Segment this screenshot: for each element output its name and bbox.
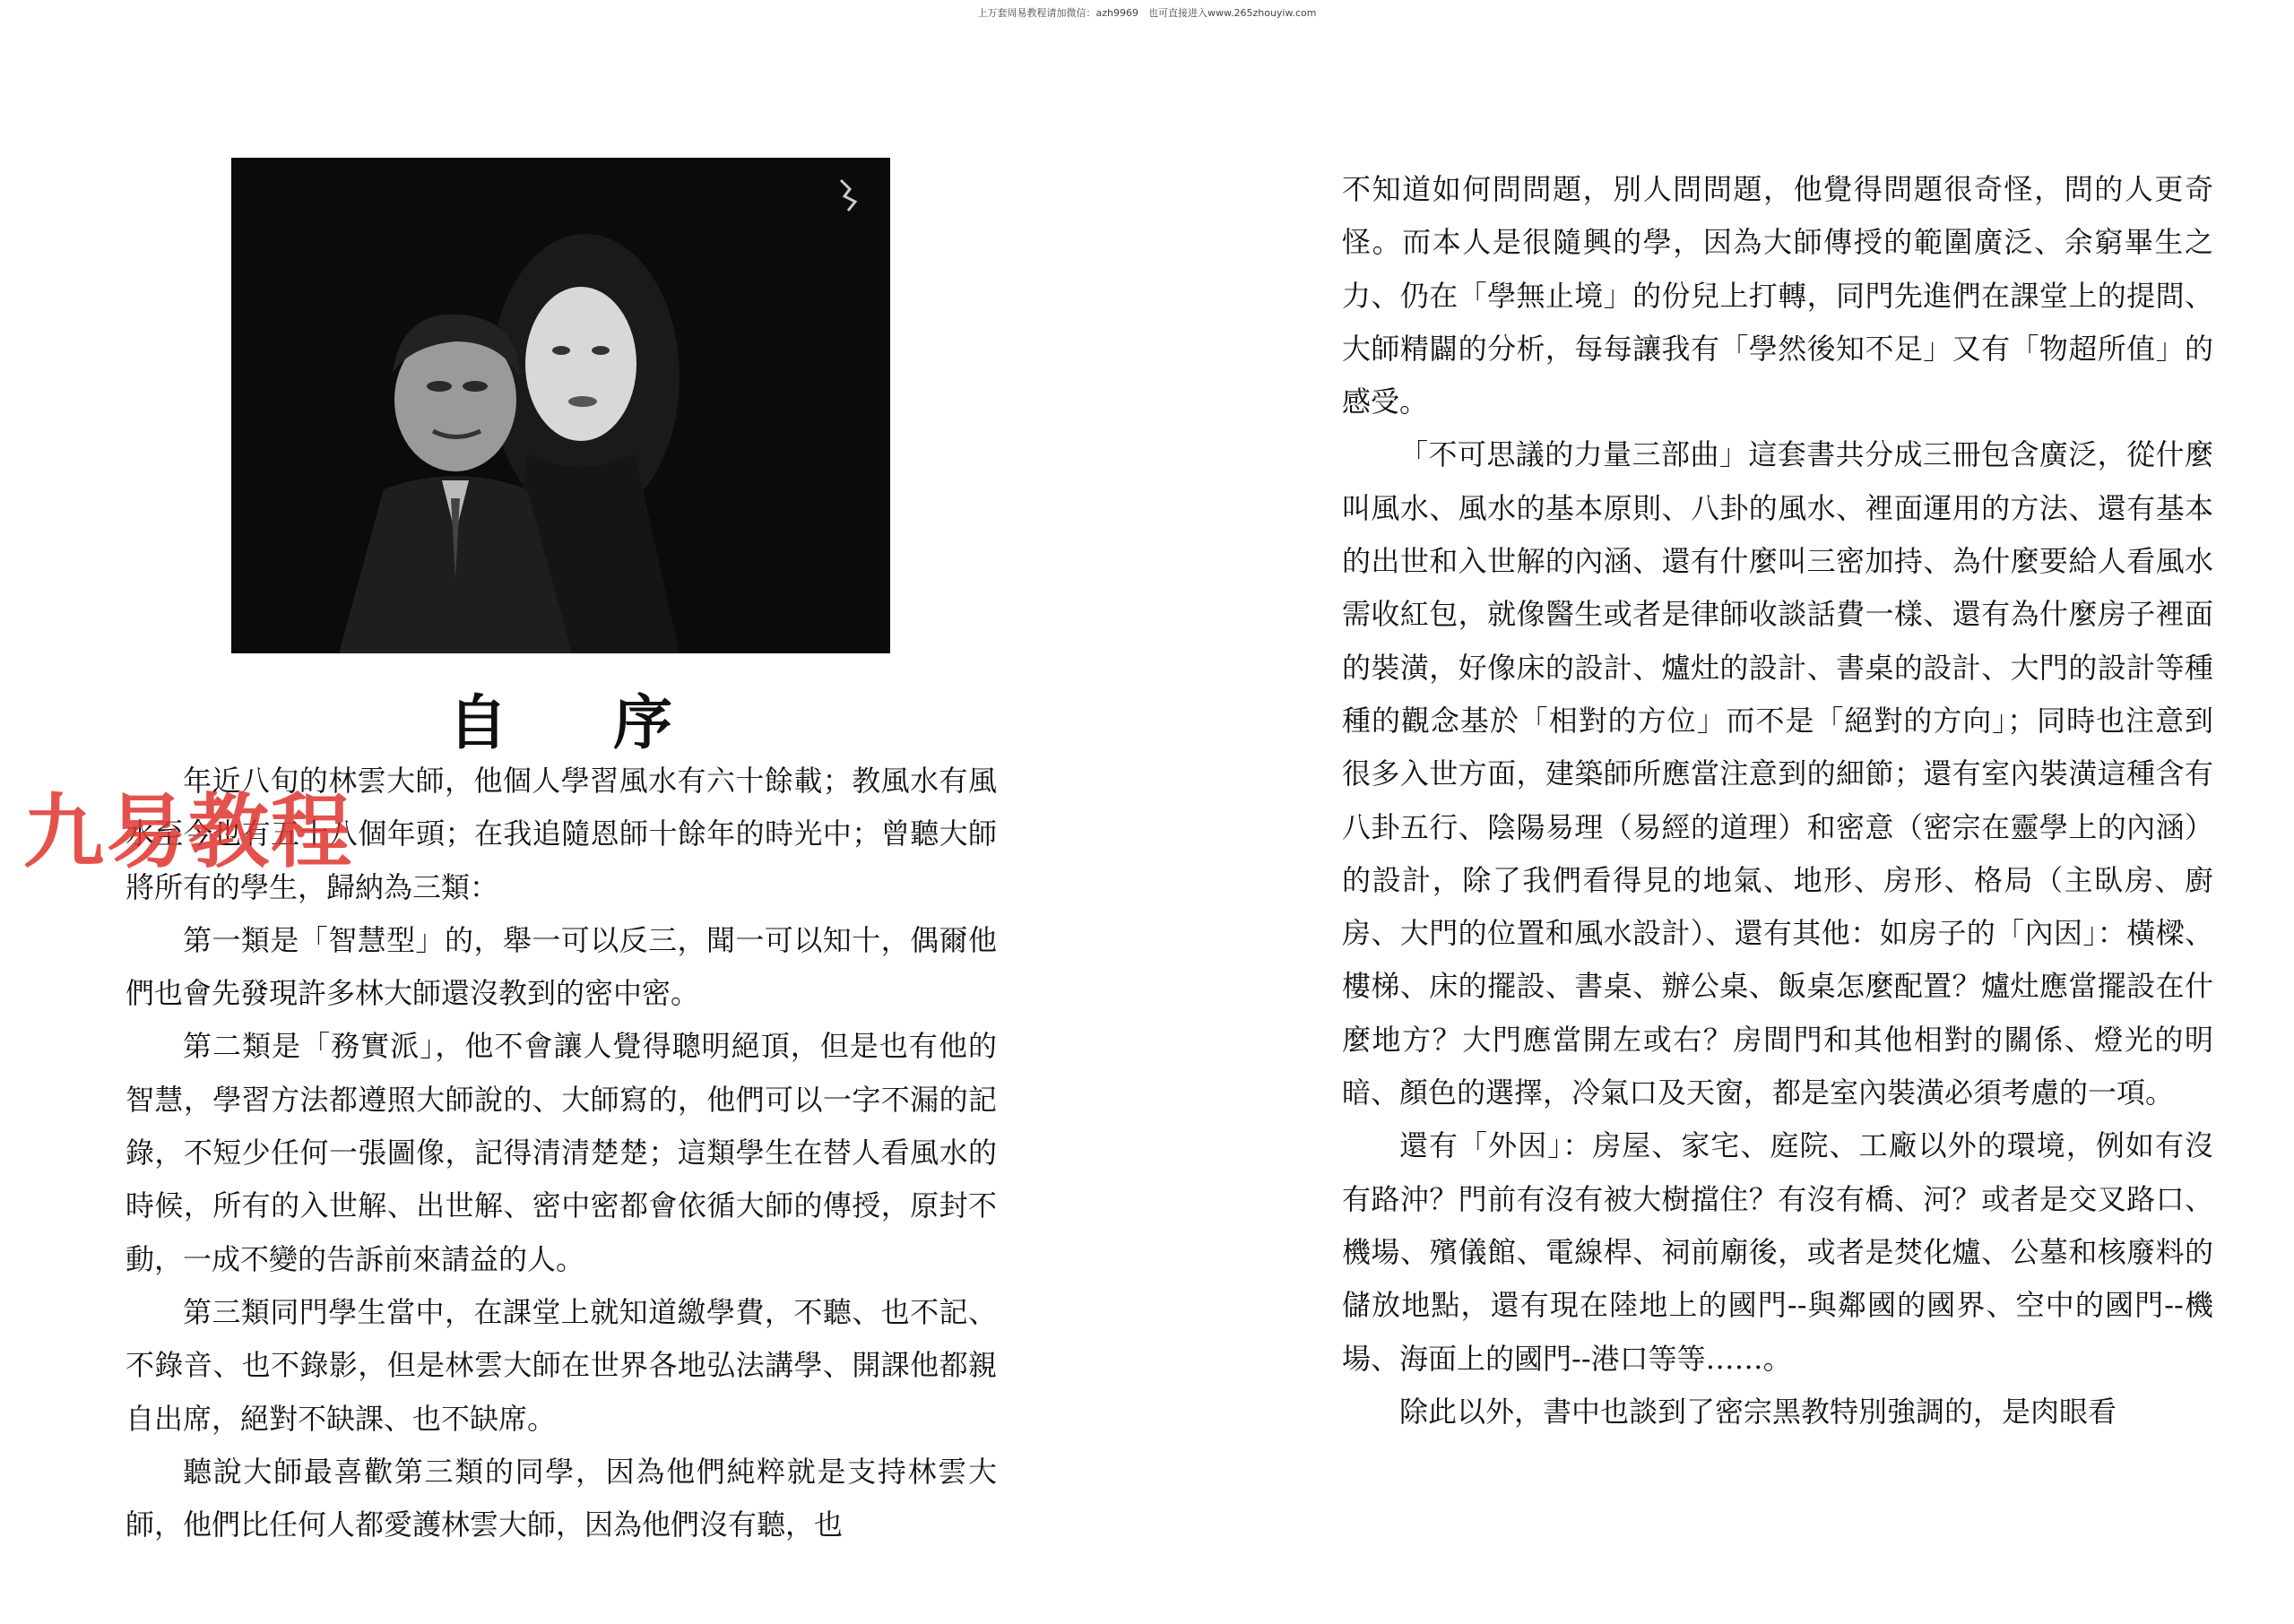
- paragraph: 年近八旬的林雲大師，他個人學習風水有六十餘載；教風水有風水至今也有五十八個年頭；在我追隨恩師十餘年的時光中；曾聽大師將所有的學生，歸納為三類：: [126, 764, 997, 904]
- photo-illustration: [231, 158, 890, 653]
- preface-title: [448, 681, 672, 757]
- title-char-1: 自: [448, 687, 507, 757]
- paragraph: 聽說大師最喜歡第三類的同學，因為他們純粹就是支持林雲大師，他們比任何人都愛護林雲大師，因為他們沒有聽，也: [126, 1454, 997, 1542]
- header-note: 上万套周易教程请加微信：azh9969 也可直接进入www.265zhouyiw.com: [977, 7, 1317, 19]
- paragraph: 不知道如何問問題，別人問問題，他覺得問題很奇怪，問的人更奇怪。而本人是很隨興的學，因為大師傳授的範圍廣泛、余窮畢生之力、仍在「學無止境」的份兒上打轉，同門先進們在課堂上的提問、大師精闢的分析，每每讓我有「學然後知不足」又有「物超所值」的感受。: [1342, 172, 2213, 419]
- paragraph: 第二類是「務實派」，他不會讓人覺得聰明絕頂，但是也有他的智慧，學習方法都遵照大師說的、大師寫的，他們可以一字不漏的記錄，不短少任何一張圖像，記得清清楚楚；這類學生在替人看風水的時候，所有的入世解、出世解、密中密都會依循大師的傳授，原封不動，一成不變的告訴前來請益的人。: [126, 1029, 997, 1276]
- watermark-logo: 九易教程: [23, 785, 353, 879]
- paragraph: 第三類同門學生當中，在課堂上就知道繳學費，不聽、也不記、不錄音、也不錄影，但是林雲大師在世界各地弘法講學、開課他都親自出席，絕對不缺課、也不缺席。: [126, 1294, 997, 1436]
- title-char-2: 序: [613, 687, 672, 757]
- right-column-text: [1342, 163, 2213, 1438]
- author-photo: [231, 158, 890, 653]
- paragraph: 第一類是「智慧型」的，舉一可以反三，聞一可以知十，偶爾他們也會先發現許多林大師還沒教到的密中密。: [126, 922, 997, 1011]
- paragraph: 「不可思議的力量三部曲」這套書共分成三冊包含廣泛，從什麼叫風水、風水的基本原則、八卦的風水、裡面運用的方法、還有基本的出世和入世解的內涵、還有什麼叫三密加持、為什麼要給人看風水需收紅包，就像醫生或者是律師收談話費一樣、還有為什麼房子裡面的裝潢，好像床的設計、爐灶的設計、書桌的設計、大門的設計等種種的觀念基於「相對的方位」而不是「絕對的方向」；同時也注意到很多入世方面，建築師所應當注意到的細節；還有室內裝潢這種含有八卦五行、陰陽易理（易經的道理）和密意（密宗在靈學上的內涵）的設計，除了我們看得見的地氣、地形、房形、格局（主臥房、廚房、大門的位置和風水設計）、還有其他：如房子的「內因」：橫樑、樓梯、床的擺設、書桌、辦公桌、飯桌怎麼配置？爐灶應當擺設在什麼地方？大門應當開左或右？房間門和其他相對的關係、燈光的明暗、顏色的選擇，冷氣口及天窗，都是室內裝潢必須考慮的一項。: [1342, 437, 2213, 1110]
- paragraph: 除此以外，書中也談到了密宗黑教特別強調的，是肉眼看: [1399, 1394, 2117, 1429]
- paragraph: 還有「外因」：房屋、家宅、庭院、工廠以外的環境，例如有沒有路沖？門前有沒有被大樹擋住？有沒有橋、河？或者是交叉路口、機場、殯儀館、電線桿、祠前廟後，或者是焚化爐、公墓和核廢料的儲放地點，還有現在陸地上的國門--與鄰國的國界、空中的國門--機場、海面上的國門--港口等等……。: [1342, 1128, 2213, 1376]
